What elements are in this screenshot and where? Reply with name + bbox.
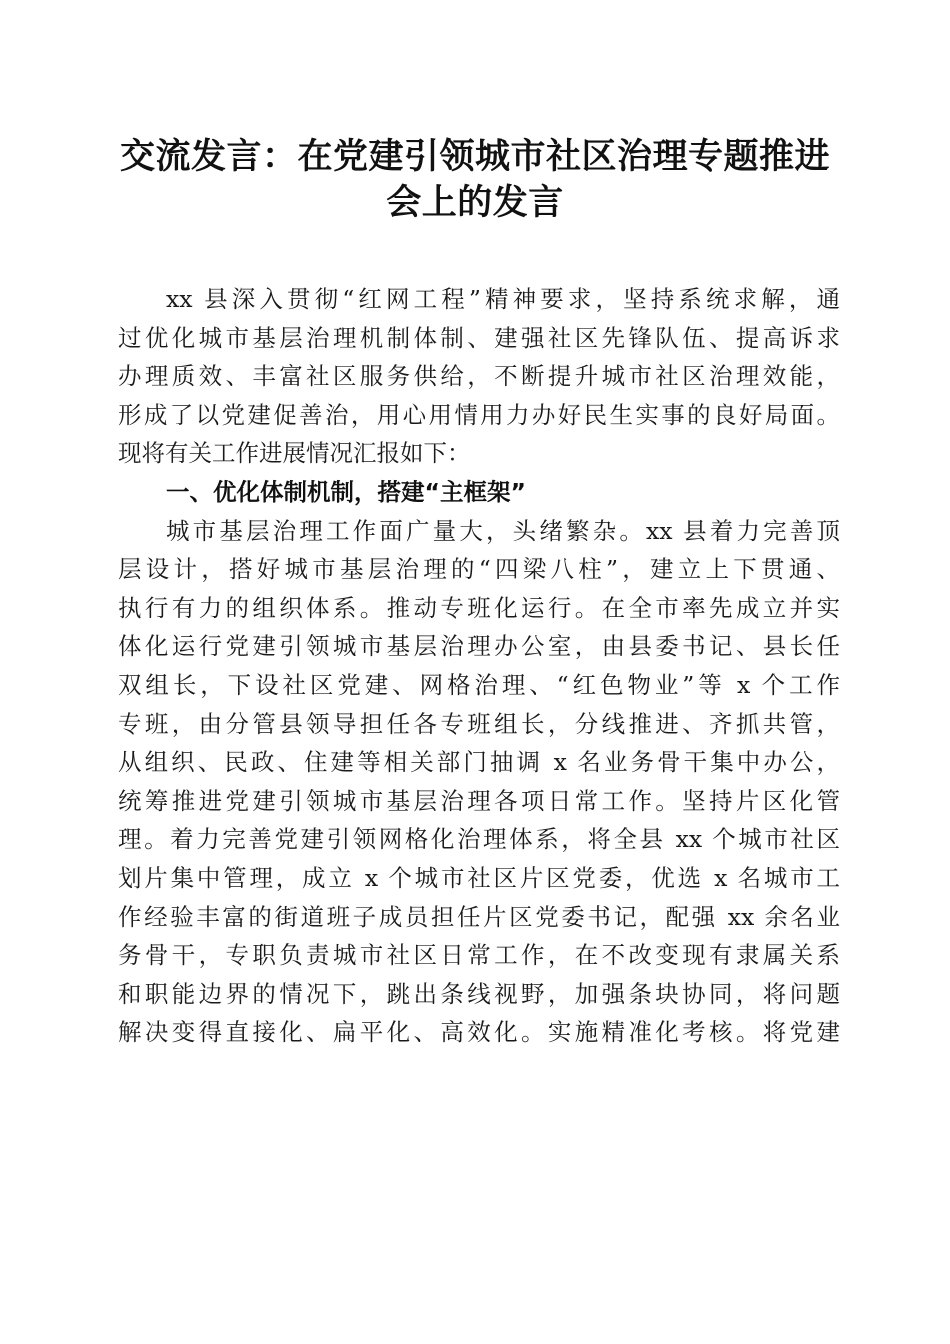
title-line-1: 交流发言：在党建引领城市社区治理专题推进: [119, 136, 830, 177]
section-1-paragraph: [118, 512, 840, 1052]
document-title: [100, 134, 850, 226]
paragraph-line: 现将有关工作进展情况汇报如下：: [118, 439, 471, 468]
paragraph-line: 专班，由分管县领导担任各专班组长，分线推进、齐抓共管，: [118, 709, 840, 738]
paragraph-line: 和职能边界的情况下，跳出条线视野，加强条块协同，将问题: [118, 979, 840, 1008]
paragraph-line: 办理质效、丰富社区服务供给，不断提升城市社区治理效能，: [118, 362, 840, 391]
paragraph-line: 城市基层治理工作面广量大，头绪繁杂。xx 县着力完善顶: [166, 516, 840, 545]
intro-paragraph: [118, 280, 840, 473]
paragraph-line: 统筹推进党建引领城市基层治理各项日常工作。坚持片区化管: [118, 786, 840, 815]
paragraph-line: 从组织、民政、住建等相关部门抽调 x 名业务骨干集中办公，: [118, 748, 840, 777]
paragraph-line: 层设计，搭好城市基层治理的“四梁八柱”，建立上下贯通、: [118, 555, 840, 584]
paragraph-line: 双组长，下设社区党建、网格治理、“红色物业”等 x 个工作: [118, 670, 840, 699]
paragraph-line: 形成了以党建促善治，用心用情用力办好民生实事的良好局面。: [118, 400, 840, 429]
paragraph-line: 执行有力的组织体系。推动专班化运行。在全市率先成立并实: [118, 593, 840, 622]
paragraph-line: 过优化城市基层治理机制体制、建强社区先锋队伍、提高诉求: [118, 323, 840, 352]
document-body: [118, 280, 840, 1052]
title-line-2: 会上的发言: [386, 182, 564, 223]
paragraph-line: 解决变得直接化、扁平化、高效化。实施精准化考核。将党建: [118, 1018, 840, 1047]
paragraph-line: 体化运行党建引领城市基层治理办公室，由县委书记、县长任: [118, 632, 840, 661]
section-heading: 一、优化体制机制，搭建“主框架”: [166, 477, 526, 506]
paragraph-line: xx 县深入贯彻“红网工程”精神要求，坚持系统求解，通: [166, 285, 840, 313]
paragraph-line: 务骨干，专职负责城市社区日常工作，在不改变现有隶属关系: [118, 941, 840, 970]
paragraph-line: 作经验丰富的街道班子成员担任片区党委书记，配强 xx 余名业: [118, 902, 840, 931]
paragraph-line: 理。着力完善党建引领网格化治理体系，将全县 xx 个城市社区: [118, 825, 840, 854]
paragraph-line: 划片集中管理，成立 x 个城市社区片区党委，优选 x 名城市工: [118, 863, 840, 892]
